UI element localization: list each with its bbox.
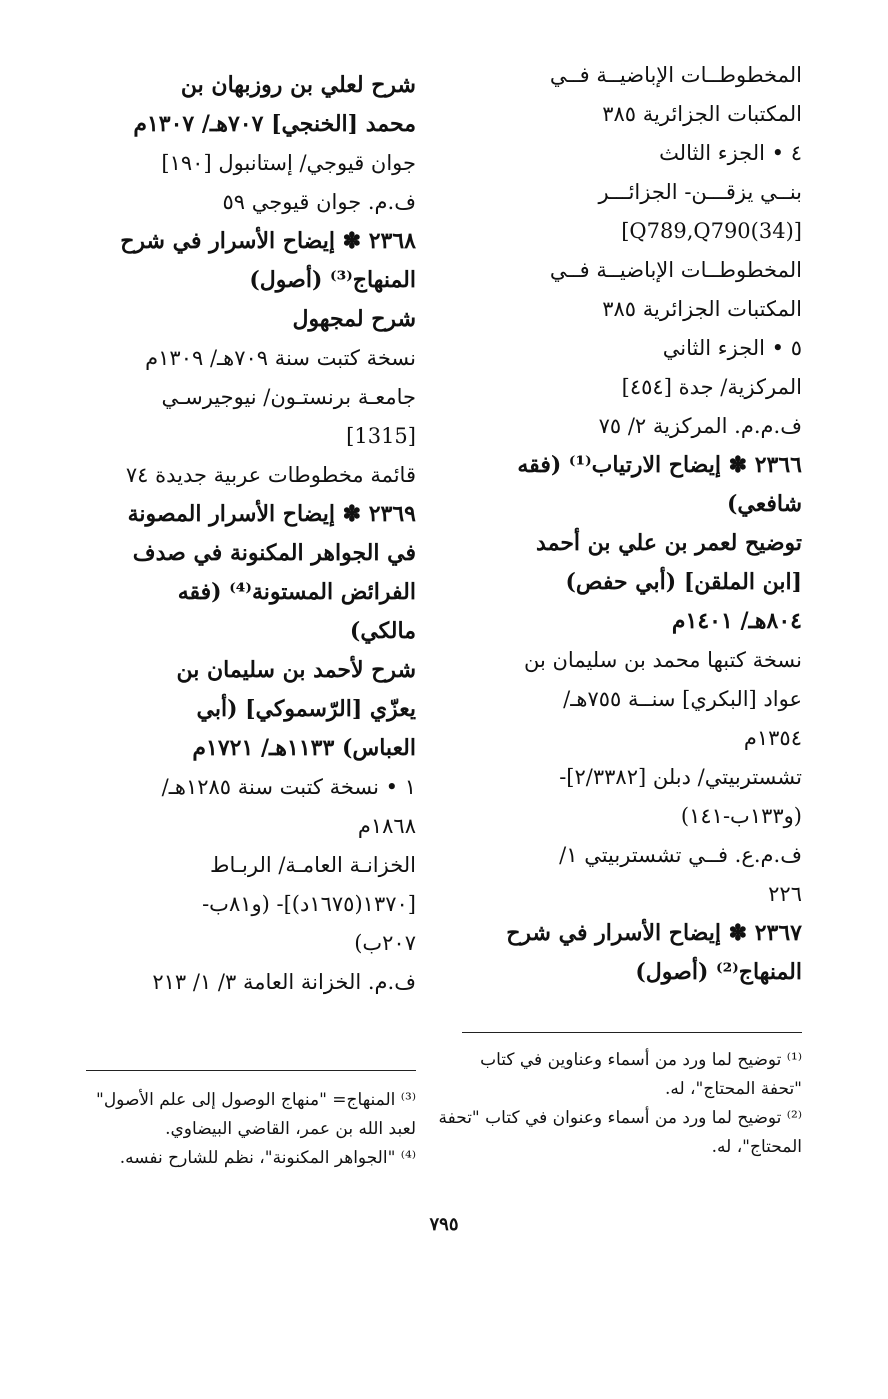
- footnote-line: "تحفة المحتاج"، له.: [664, 1079, 802, 1099]
- right-column-line: ٢٣٦٧ ✽ إيضاح الأسرار في شرح: [506, 920, 802, 946]
- left-column-line: في الجواهر المكنونة في صدف: [132, 540, 416, 566]
- left-column-line: شرح لمجهول: [292, 306, 416, 332]
- left-column-line: الخزانـة العامـة/ الربـاط: [210, 853, 416, 877]
- right-column-line: [(34)Q789,Q790]: [621, 219, 802, 243]
- right-column-line: المخطوطــات الإباضيــة فــي: [549, 63, 802, 87]
- left-column-line: ف.م. الخزانة العامة ٣/ ١/ ٢١٣: [152, 970, 416, 994]
- right-column-line: ٥ • الجزء الثاني: [662, 336, 802, 360]
- right-column-line: عواد [البكري] سنــة ٧٥٥هـ/: [563, 687, 802, 711]
- footnote-line: ⁽¹⁾ توضيح لما ورد من أسماء وعناوين في كتاب: [480, 1050, 802, 1070]
- left-column-line: الفرائض المستونة⁽⁴⁾ (فقه: [177, 579, 416, 605]
- left-column-line: [١٣٧٠(١٦٧٥د)]- (و٨١ب-: [202, 892, 416, 916]
- left-column-line: ٢٠٧ب): [354, 931, 416, 955]
- right-column-line: بنــي يزقـــن- الجزائـــر: [598, 180, 802, 204]
- footnote-line: ⁽³⁾ المنهاج= "منهاج الوصول إلى علم الأصول": [96, 1090, 416, 1110]
- right-column-line: نسخة كتبها محمد بن سليمان بن: [524, 648, 802, 672]
- left-column-line: المنهاج⁽³⁾ (أصول): [249, 267, 416, 293]
- left-column-line: قائمة مخطوطات عربية جديدة ٧٤: [125, 463, 416, 487]
- right-column-line: المكتبات الجزائرية ٣٨٥: [602, 297, 802, 321]
- footnote-divider-right: [462, 1032, 802, 1033]
- left-column-line: ١٨٦٨م: [357, 814, 416, 838]
- left-column-line: محمد [الخنجي] ٧٠٧هـ/ ١٣٠٧م: [133, 111, 416, 137]
- footnotes-left: [76, 1086, 416, 1173]
- left-column: [76, 66, 416, 1002]
- footnote-line: لعبد الله بن عمر، القاضي البيضاوي.: [165, 1119, 416, 1139]
- right-column-line: ٨٠٤هـ/ ١٤٠١م: [671, 608, 802, 634]
- right-column-line: ٤ • الجزء الثالث: [659, 141, 802, 165]
- left-column-line: جامعـة برنستـون/ نيوجيرسـي: [161, 385, 416, 409]
- left-column-line: جوان قيوجي/ إستانبول [١٩٠]: [161, 151, 416, 175]
- left-column-line: شرح لعلي بن روزبهان بن: [180, 72, 416, 98]
- right-column-line: المنهاج⁽²⁾ (أصول): [635, 959, 802, 985]
- left-column-line: ٢٣٦٩ ✽ إيضاح الأسرار المصونة: [127, 501, 416, 527]
- right-column-line: ف.م.ع. فــي تشستربيتي ١/: [559, 843, 802, 867]
- left-column-line: يعزّي [الرّسموكي] (أبي: [196, 696, 416, 722]
- right-column-line: ١٣٥٤م: [743, 726, 802, 750]
- left-column-line: نسخة كتبت سنة ٧٠٩هـ/ ١٣٠٩م: [145, 346, 416, 370]
- left-column-line: ف.م. جوان قيوجي ٥٩: [222, 190, 416, 214]
- right-column: [462, 56, 802, 992]
- right-column-line: ف.م.م. المركزية ٢/ ٧٥: [598, 414, 802, 438]
- left-column-line: ٢٣٦٨ ✽ إيضاح الأسرار في شرح: [120, 228, 416, 254]
- right-column-line: المكتبات الجزائرية ٣٨٥: [602, 102, 802, 126]
- right-column-line: تشستربيتي/ دبلن [٢/٣٣٨٢]-: [559, 765, 802, 789]
- right-column-line: ٢٣٦٦ ✽ إيضاح الارتياب⁽¹⁾ (فقه: [517, 452, 802, 478]
- footnote-divider-left: [86, 1070, 416, 1071]
- left-column-line: مالكي): [349, 618, 416, 644]
- right-column-line: ٢٢٦: [768, 882, 802, 906]
- footnotes-right: [438, 1046, 802, 1162]
- footnote-line: المحتاج"، له.: [711, 1137, 802, 1157]
- left-column-line: [1315]: [346, 424, 416, 448]
- right-column-line: المخطوطــات الإباضيــة فــي: [549, 258, 802, 282]
- right-column-line: (و١٣٣ب-١٤١): [680, 804, 802, 828]
- footnote-line: ⁽⁴⁾ "الجواهر المكنونة"، نظم للشارح نفسه.: [119, 1148, 416, 1168]
- left-column-line: ١ • نسخة كتبت سنة ١٢٨٥هـ/: [161, 775, 416, 799]
- left-column-line: العباس) ١١٣٣هـ/ ١٧٢١م: [192, 735, 416, 761]
- right-column-line: [ابن الملقن] (أبي حفص): [565, 569, 802, 595]
- right-column-line: المركزية/ جدة [٤٥٤]: [621, 375, 802, 399]
- page-number: ٧٩٥: [429, 1214, 459, 1235]
- right-column-line: شافعي): [726, 491, 802, 517]
- footnote-line: ⁽²⁾ توضيح لما ورد من أسماء وعنوان في كتاب "تحفة: [438, 1108, 802, 1128]
- right-column-line: توضيح لعمر بن علي بن أحمد: [536, 530, 802, 556]
- left-column-line: شرح لأحمد بن سليمان بن: [176, 657, 416, 683]
